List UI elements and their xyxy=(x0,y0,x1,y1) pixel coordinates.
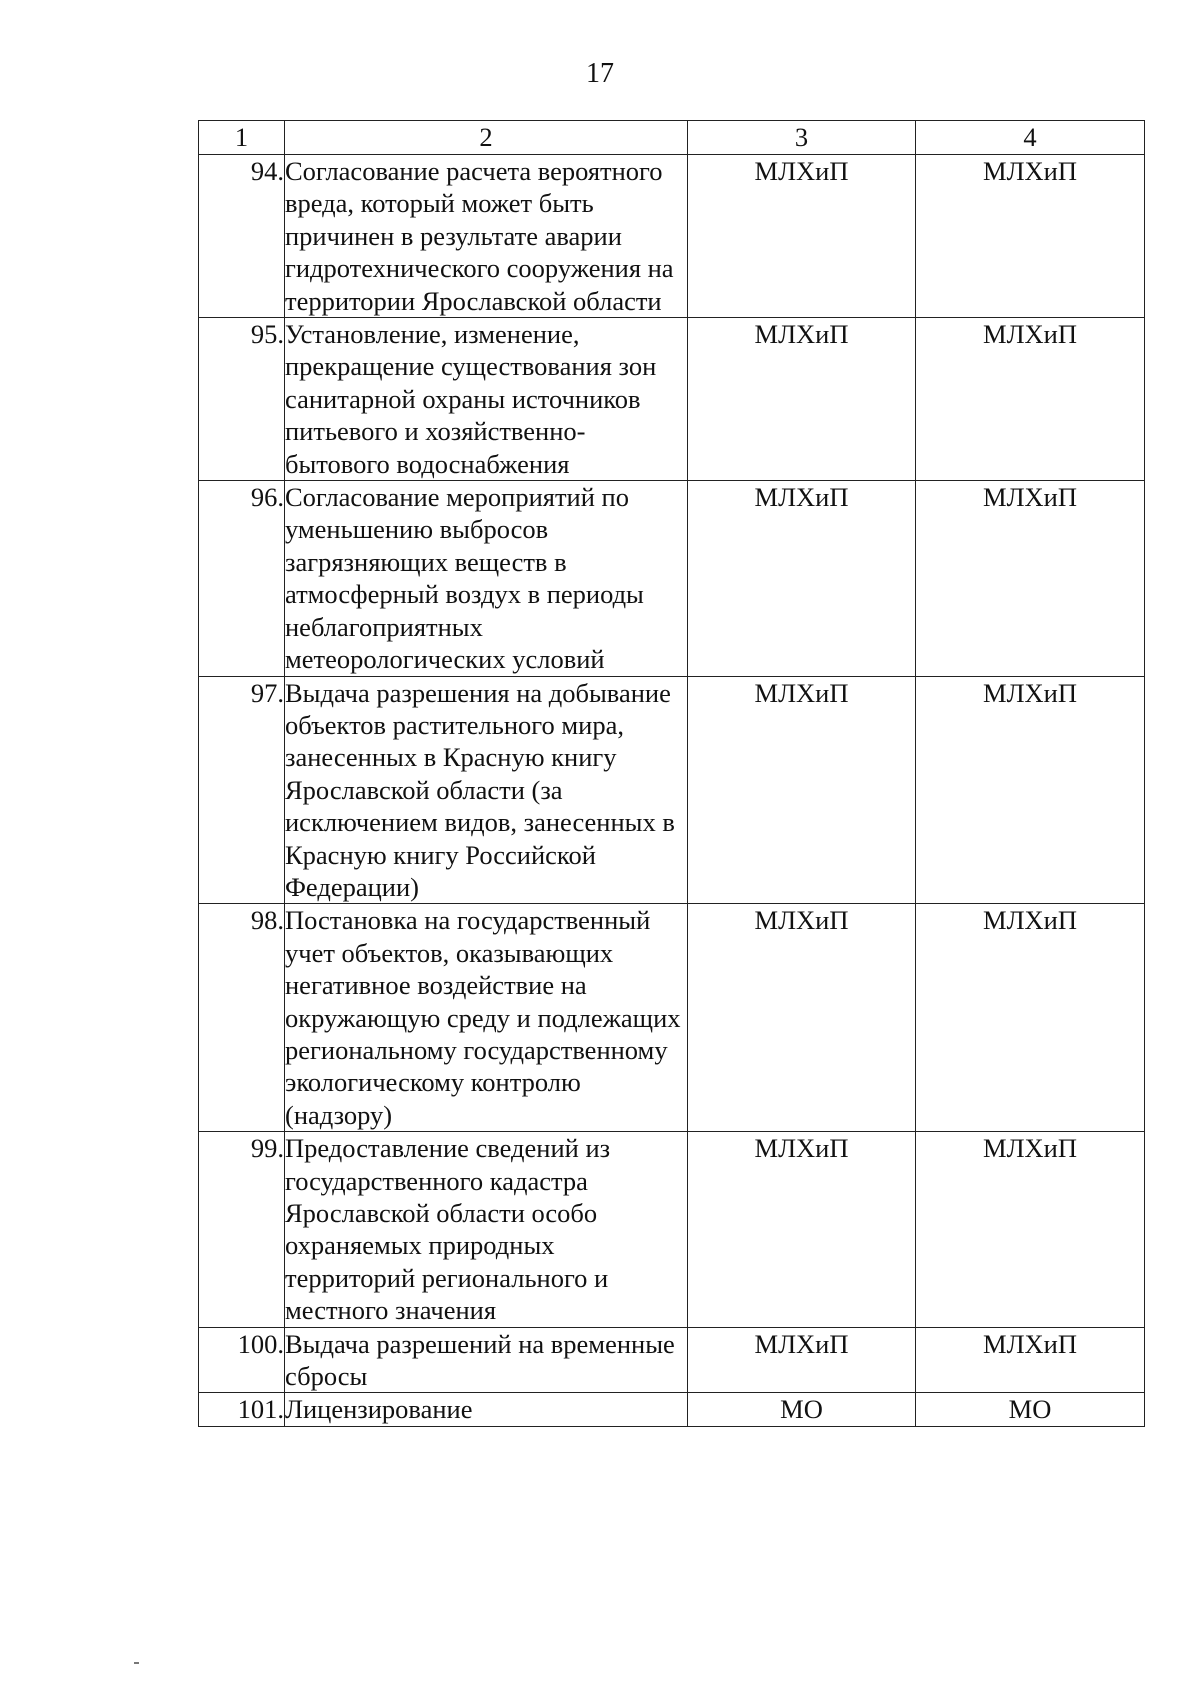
header-col-2: 2 xyxy=(285,121,688,155)
table-row xyxy=(199,676,1145,904)
responsible-col-4: МЛХиП xyxy=(916,676,1145,904)
scan-speck xyxy=(134,1662,139,1664)
table-row xyxy=(199,1132,1145,1327)
table-row xyxy=(199,1327,1145,1393)
responsible-col-4: МО xyxy=(916,1393,1145,1426)
row-number: 99. xyxy=(199,1132,285,1327)
service-name: Согласование мероприятий по уменьшению выбросов загрязняющих веществ в атмосферный воздух в периоды неблагоприятных метеорологических условий xyxy=(285,481,688,676)
service-name: Установление, изменение, прекращение существования зон санитарной охраны источников питьевого и хозяйственно-бытового водоснабжения xyxy=(285,318,688,481)
responsible-col-3: МЛХиП xyxy=(688,676,916,904)
responsible-col-4: МЛХиП xyxy=(916,155,1145,318)
header-col-1: 1 xyxy=(199,121,285,155)
responsible-col-3: МО xyxy=(688,1393,916,1426)
service-name: Лицензирование xyxy=(285,1393,688,1426)
responsible-col-4: МЛХиП xyxy=(916,481,1145,676)
responsible-col-4: МЛХиП xyxy=(916,1132,1145,1327)
responsible-col-4: МЛХиП xyxy=(916,904,1145,1132)
table-row xyxy=(199,481,1145,676)
header-col-3: 3 xyxy=(688,121,916,155)
table-row xyxy=(199,155,1145,318)
table-body xyxy=(199,155,1145,1427)
row-number: 98. xyxy=(199,904,285,1132)
row-number: 95. xyxy=(199,318,285,481)
row-number: 94. xyxy=(199,155,285,318)
responsible-col-3: МЛХиП xyxy=(688,318,916,481)
table-row xyxy=(199,318,1145,481)
service-name: Предоставление сведений из государственного кадастра Ярославской области особо охраняемых природных территорий регионального и местного значения xyxy=(285,1132,688,1327)
service-name: Постановка на государственный учет объектов, оказывающих негативное воздействие на окружающую среду и подлежащих региональному государственному экологическому контролю (надзору) xyxy=(285,904,688,1132)
responsible-col-4: МЛХиП xyxy=(916,318,1145,481)
header-row xyxy=(199,121,1145,155)
row-number: 97. xyxy=(199,676,285,904)
row-number: 100. xyxy=(199,1327,285,1393)
service-name: Выдача разрешения на добывание объектов растительного мира, занесенных в Красную книгу Ярославской области (за исключением видов, занесенных в Красную книгу Российской Федерации) xyxy=(285,676,688,904)
header-col-4: 4 xyxy=(916,121,1145,155)
page-number: 17 xyxy=(586,58,614,89)
row-number: 101. xyxy=(199,1393,285,1426)
responsible-col-4: МЛХиП xyxy=(916,1327,1145,1393)
row-number: 96. xyxy=(199,481,285,676)
table-row xyxy=(199,904,1145,1132)
responsible-col-3: МЛХиП xyxy=(688,1327,916,1393)
responsible-col-3: МЛХиП xyxy=(688,155,916,318)
service-name: Согласование расчета вероятного вреда, который может быть причинен в результате аварии гидротехнического сооружения на территории Ярославской области xyxy=(285,155,688,318)
table-header xyxy=(199,121,1145,155)
responsible-col-3: МЛХиП xyxy=(688,481,916,676)
responsible-col-3: МЛХиП xyxy=(688,904,916,1132)
services-table xyxy=(198,120,1145,1427)
service-name: Выдача разрешений на временные сбросы xyxy=(285,1327,688,1393)
responsible-col-3: МЛХиП xyxy=(688,1132,916,1327)
table-row xyxy=(199,1393,1145,1426)
